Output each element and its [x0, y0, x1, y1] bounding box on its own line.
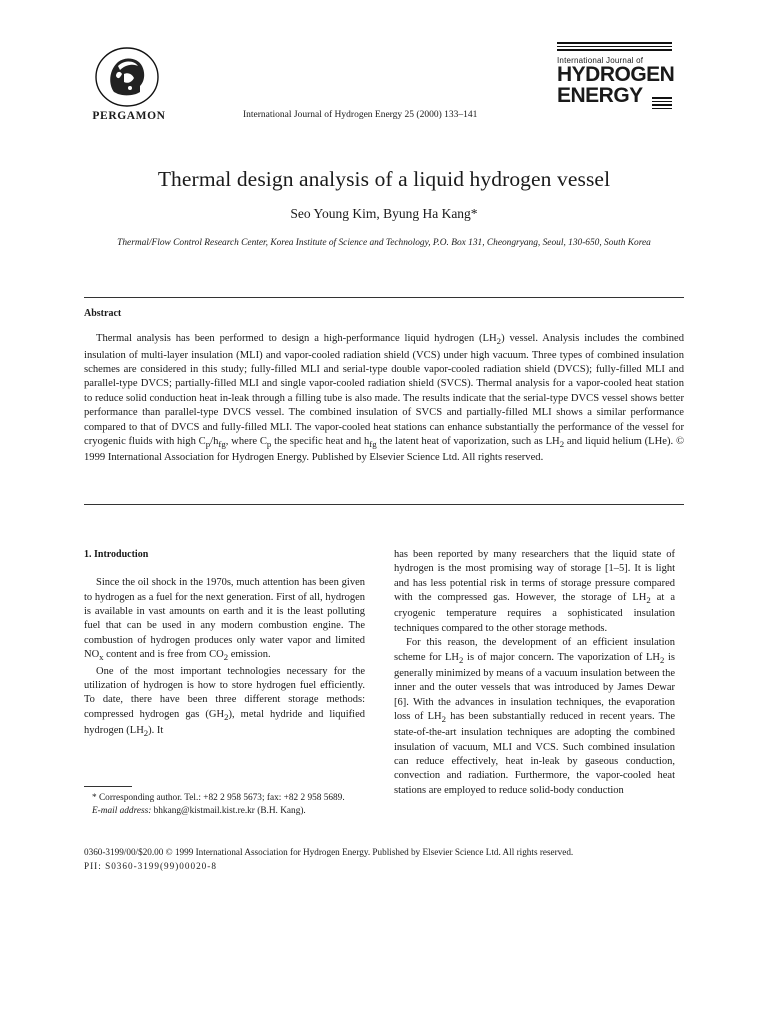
footnote-divider — [84, 786, 132, 787]
article-authors: Seo Young Kim, Byung Ha Kang* — [290, 206, 478, 221]
copyright-line: 0360-3199/00/$20.00 © 1999 International Association for Hydrogen Energy. Published by Elsevier Science Ltd. All rights reserved. — [84, 847, 574, 857]
abstract-text: Thermal analysis has been performed to design a high-performance liquid hydrogen $(LH_2)$ vessel. Analysis includes the combined insulation of multi-layer insulation (MLI) and vapor-cooled radiation shield (VCS) under high vacuum. Three types of combined insulation schemes are considered in this study; fully-filled MLI and serial-type double vapor-cooled radiation shield (DVCS); fully-filled MLI and parallel-type DVCS; partially-filled MLI and single vapor-cooled radiation shield (SVCS). Thermal analysis for a vapor-cooled heat station to reduce solid conduction heat in-leak through a filling tube is also made. The results indicate that the serial-type DVCS vessel shows better performance than parallel-type DVCS vessel. The combined insulation of SVCS and partially-filled MLI shows a similar performance compared to that of DVCS and fully-filled MLI. The vapor-cooled heat stations can enhance substantially the performance of the vessel for cryogenic fluids with high $C_p/h_{fg}$, where $C_p$ the specific heat and $h_{fg}$ the latent heat of vaporization, such as $LH_2$ and liquid helium (LHe). © 1999 International Association for Hydrogen Energy. Published by Elsevier Science Ltd. All rights reserved. — [84, 333, 684, 464]
abstract-heading: Abstract — [84, 308, 122, 319]
right-column — [394, 548, 675, 798]
imprint — [84, 846, 573, 873]
journal-logo-line1: HYDROGEN — [557, 62, 675, 86]
divider-top — [84, 297, 684, 298]
author-affiliation: Thermal/Flow Control Research Center, Korea Institute of Science and Technology, P.O. Box 131, Cheongryang, Seoul, 130-650, South Korea — [117, 238, 651, 248]
footnote-email: E-mail address: bhkang@kistmail.kist.re.kr (B.H. Kang). — [92, 806, 306, 816]
publisher-emblem-logo — [94, 46, 160, 108]
intro-paragraph-2: One of the most important technologies necessary for the utilization of hydrogen is how to store hydrogen fuel efficiently. To date, there have been three different storage methods: compressed hydrogen gas $(GH_2)$, metal hydride and liquified hydrogen $(LH_2)$. It — [84, 665, 365, 739]
footnote — [84, 792, 365, 818]
pii-line: PII: S0360-3199(99)00020-8 — [84, 860, 217, 871]
left-column — [84, 548, 365, 740]
right-paragraph-1: has been reported by many researchers that the liquid state of hydrogen is the most promising way of storage [1–5]. It is light and has less potential risk in terms of storage pressure compared with the compressed gas. However, the storage of $LH_2$ at a cryogenic temperature requires a sophisticated insulation techniques compared to the other storage methods. — [394, 549, 675, 634]
journal-logo — [557, 42, 675, 107]
journal-citation: International Journal of Hydrogen Energy 25 (2000) 133–141 — [243, 110, 478, 120]
divider-abstract-end — [84, 504, 684, 505]
intro-paragraph-1: Since the oil shock in the 1970s, much attention has been given to hydrogen as a fuel for the next generation. First of all, hydrogen is available in vast amounts on earth and it is the least polluting fuel that can be used in any modern combustion engine. The combustion of hydrogen produces only water vapor and limited $NO_x$ content and is free from $CO_2$ emission. — [84, 577, 365, 663]
footnote-corresponding-author: * Corresponding author. Tel.: +82 2 958 5673; fax: +82 2 958 5689. — [92, 793, 345, 803]
journal-logo-small-text: International Journal of — [557, 55, 644, 65]
section-heading-introduction: 1. Introduction — [84, 549, 149, 560]
right-paragraph-2: For this reason, the development of an efficient insulation scheme for $LH_2$ is of major concern. The vaporization of $LH_2$ is generally minimized by means of a vacuum insulation between the inner and the outer vessels that was introduced by James Dewar [6]. With the advances in insulation techniques, the evaporation loss of $LH_2$ has been substantially reduced in recent years. The state-of-the-art insulation techniques are adopting the combined insulation of vacuum, MLI and VCS. Such combined insulation can reduce effectively, heat in-leak by gaseous conduction, convection and radiation. Furthermore, the vapor-cooled heat stations are employed to reduce solid-body conduction — [394, 637, 675, 796]
journal-logo-line2: ENERGY — [557, 83, 643, 107]
article-title: Thermal design analysis of a liquid hydrogen vessel — [157, 167, 611, 191]
publisher-name: PERGAMON — [92, 110, 166, 122]
